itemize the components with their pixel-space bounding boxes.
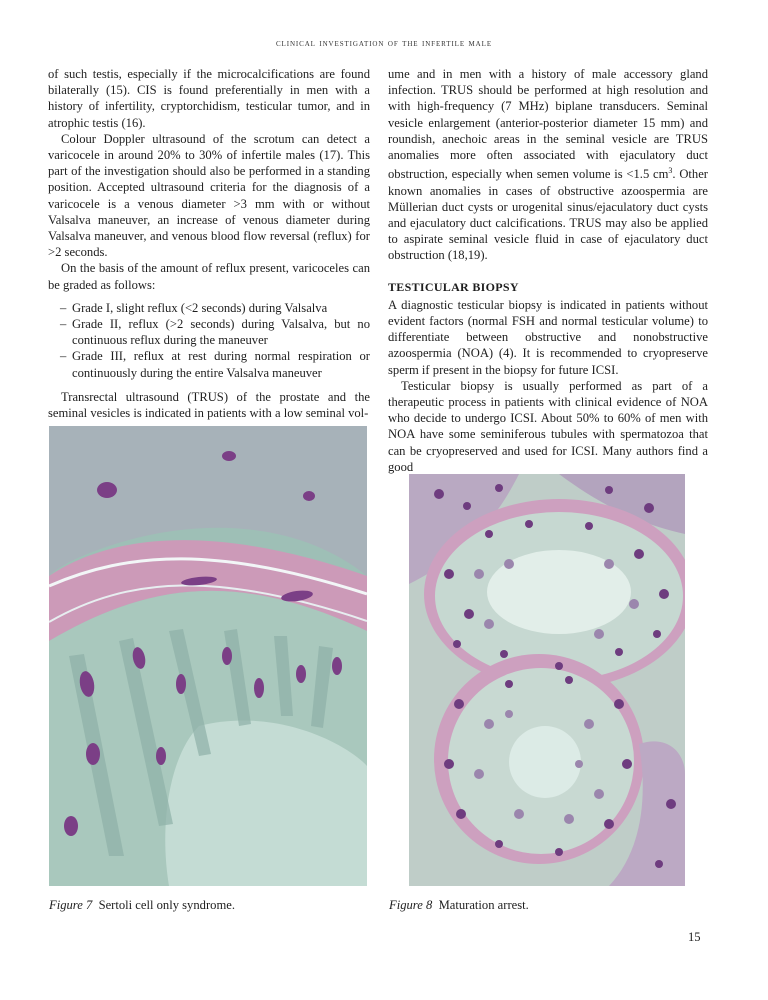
micrograph-image — [409, 474, 685, 886]
caption-text: Maturation arrest. — [438, 898, 529, 912]
paragraph: Transrectal ultrasound (TRUS) of the prostate and the seminal vesicles is indicated in patients with a low seminal vol- — [48, 389, 370, 421]
figure-label: Figure 7 — [49, 898, 93, 912]
paragraph: A diagnostic testicular biopsy is indicated in patients without evident factors (normal FSH and normal testicular volume) to differentiate between obstructive and nonobstructive azoospermia (NOA) (4). It is recommended to cryopreserve sperm if present in the biopsy for future ICSI. — [388, 297, 708, 377]
figure-7-micrograph — [49, 426, 367, 886]
paragraph: Colour Doppler ultrasound of the scrotum can detect a varicocele in around 20% to 30% of infertile males (17). This part of the investigation should also be performed in a standing position. Accepted ultrasound criteria for the diagnosis of a varicocele is a venous diameter >3 mm with or without Valsalva maneuver, an increase of venous diameter during Valsalva maneuver, and venous blood flow reversal (reflux) for >2 seconds. — [48, 131, 370, 260]
grade-item: – Grade I, slight reflux (<2 seconds) during Valsalva — [60, 300, 370, 316]
figure-label: Figure 8 — [389, 898, 433, 912]
figure-8-micrograph — [409, 474, 685, 886]
running-head: clinical investigation of the infertile male — [275, 38, 492, 49]
superscript: 3 — [668, 166, 673, 176]
paragraph — [388, 66, 708, 264]
paragraph-text: ume and in men with a history of male accessory gland infection. TRUS should be performed at high resolution and with high-frequency (7 MHz) biplane transducers. Seminal vesicle enlargement (anterior-posterior diameter 15 mm) and roundish, anechoic areas in the seminal vesicle are TRUS anomalies more often associated with ejaculatory duct obstruction, especially when semen volume is <1.5 cm — [388, 67, 708, 182]
page-number: 15 — [688, 930, 701, 944]
figure-7-caption — [49, 898, 235, 913]
figure-8-caption — [389, 898, 529, 913]
left-column — [48, 66, 370, 421]
section-heading: TESTICULAR BIOPSY — [388, 279, 519, 294]
grade-item: – Grade III, reflux at rest during normal respiration or continuously during the entire Valsalva maneuver — [60, 348, 370, 380]
grade-list — [48, 300, 370, 381]
paragraph: On the basis of the amount of reflux present, varicoceles can be graded as follows: — [48, 261, 370, 292]
micrograph-image — [49, 426, 367, 886]
paragraph: Testicular biopsy is usually performed as part of a therapeutic process in patients with clinical evidence of NOA who decide to undergo ICSI. About 50% to 60% of men with NOA have some seminiferous tubules with spermatozoa that can be cryopreserved and used for ICSI. Many authors find a good — [388, 378, 708, 474]
right-column — [388, 66, 708, 475]
paragraph-text: . Other known anomalies in cases of obstructive azoospermia are Müllerian duct cysts or urogenital sinus/ejaculatory duct cysts and ejaculatory duct calcifications. TRUS may also be applied to aspirate seminal vesicle fluid in case of ejaculatory duct obstruction (18,19). — [388, 167, 708, 263]
grade-item: – Grade II, reflux (>2 seconds) during Valsalva, but no continuous reflux during the maneuver — [60, 316, 370, 348]
caption-text: Sertoli cell only syndrome. — [98, 898, 235, 912]
paragraph: of such testis, especially if the microcalcifications are found bilaterally (15). CIS is found preferentially in men with a history of infertility, cryptorchidism, testicular tumor, and in atrophic testis (16). — [48, 67, 370, 130]
